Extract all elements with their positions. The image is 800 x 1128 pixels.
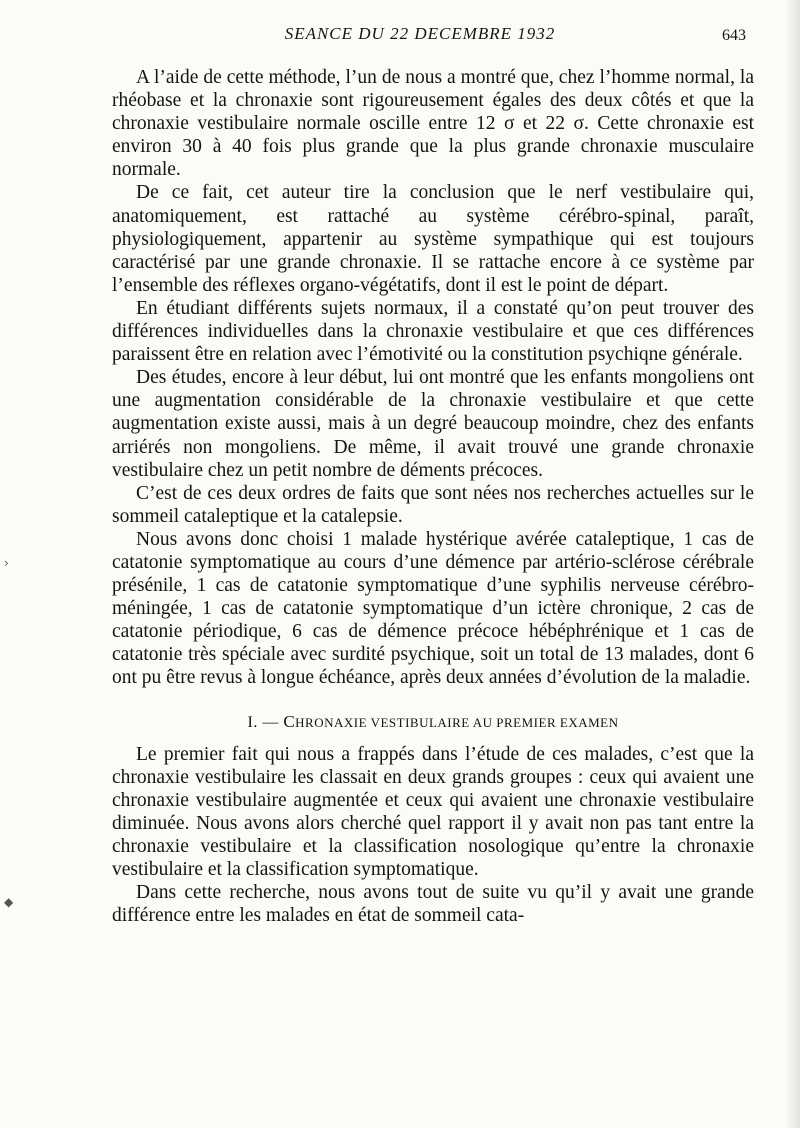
section-number: I. — <box>247 713 279 731</box>
paragraph-5: C’est de ces deux ordres de faits que sont nées nos recherches actuelles sur le sommeil cataleptique et la catalepsie. <box>112 482 754 527</box>
running-title: SEANCE DU 22 DECEMBRE 1932 <box>284 24 556 43</box>
margin-arrow-mark-icon: › <box>4 556 9 570</box>
section-paragraph-2: Dans cette recherche, nous avons tout de suite vu qu’il y avait une grande différence entre les malades en état de sommeil cata- <box>112 882 754 927</box>
section-paragraph-1: Le premier fait qui nous a frappés dans l’étude de ces malades, c’est que la chronaxie vestibulaire les classait en deux grands groupes : ceux qui avaient une chronaxie vestibulaire augmentée et ceux qui avaient une chronaxie vestibulaire diminuée. Nous avons alors cherché quel rapport il y avait non pas tant entre la chronaxie vestibulaire et la classification nosologique qu’entre la chronaxie vestibulaire et la classification symptomatique. <box>112 743 754 880</box>
paragraph-3: En étudiant différents sujets normaux, il a constaté qu’on peut trouver des différences individuelles dans la chronaxie vestibulaire et que ces différences paraissent être en relation avec l’émotivité ou la constitution psychiqne générale. <box>112 297 754 366</box>
margin-diamond-mark-icon: ◆ <box>4 895 14 909</box>
paragraph-4: Des études, encore à leur début, lui ont montré que les enfants mongoliens ont une augmentation considérable de la chronaxie vestibulaire et que cette augmentation existe aussi, mais à un degré beaucoup moindre, chez des enfants arriérés non mongoliens. De même, il avait trouvé une grande chronaxie vestibulaire chez un petit nombre de déments précoces. <box>112 367 754 481</box>
running-header <box>0 24 800 50</box>
paragraph-1: A l’aide de cette méthode, l’un de nous a montré que, chez l’homme normal, la rhéobase et la chronaxie sont rigoureusement égales des deux côtés et que la chronaxie vestibulaire normale oscille entre 12 σ et 22 σ. Cette chronaxie est environ 30 à 40 fois plus grande que la plus grande chronaxie musculaire normale. <box>112 67 754 181</box>
section-title-rest: HRONAXIE VESTIBULAIRE AU PREMIER EXAMEN <box>295 714 619 730</box>
section-heading <box>112 712 754 733</box>
paragraph-2: De ce fait, cet auteur tire la conclusion que le nerf vestibulaire qui, anatomiquement, est rattaché au système cérébro-spinal, paraît, physiologiquement, appartenir au système sympathique qui est toujours caractérisé par une grande chronaxie. Il se rattache encore à ce système par l’ensemble des réflexes organo-végétatifs, dont il est le point de départ. <box>112 182 754 296</box>
paragraph-6: Nous avons donc choisi 1 malade hystérique avérée cataleptique, 1 cas de catatonie symptomatique au cours d’une démence par artério-sclérose cérébrale présénile, 1 cas de catatonie symptomatique d’une syphilis nerveuse cérébro-méningée, 1 cas de catatonie symptomatique d’un ictère chronique, 2 cas de catatonie périodique, 6 cas de démence précoce hébéphrénique et 1 cas de catatonie très spéciale avec surdité psychique, soit un total de 13 malades, dont 6 ont pu être revus à longue échéance, après deux années d’évolution de la maladie. <box>112 528 754 689</box>
article-body <box>112 66 754 927</box>
page-number: 643 <box>722 27 746 44</box>
section-title-initial: C <box>283 711 296 731</box>
